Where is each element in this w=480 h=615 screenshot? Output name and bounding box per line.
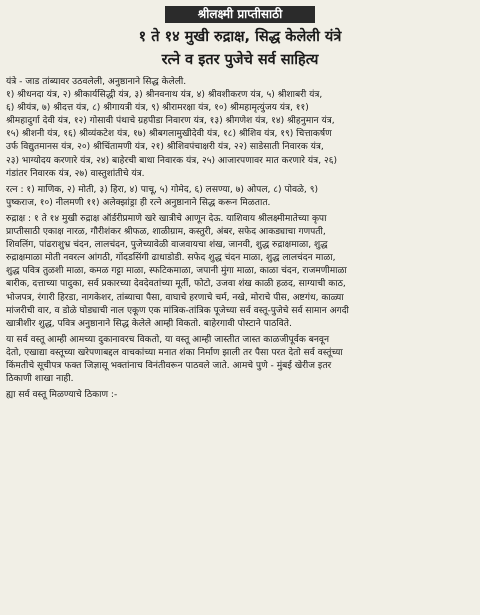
rudraksha-line: शुद्ध पवित्र तुळशी माळा, कमळ गट्टा माळा, स्फटिकमाळा, जपानी मुंगा माळा, काळा चंदन, राजमणीमाळा bbox=[6, 266, 347, 277]
notice-section bbox=[6, 334, 474, 386]
yantra-section bbox=[6, 76, 474, 181]
rudraksha-line: खात्रीशीर शुद्ध, पवित्र अनुष्ठानाने सिद्ध केलेले आम्ही विकतो. बाहेरगावी पोस्टाने पाठविते. bbox=[6, 318, 292, 329]
header-badge: श्रीलक्ष्मी प्राप्तीसाठी bbox=[165, 6, 315, 23]
rudraksha-section bbox=[6, 213, 474, 331]
yantra-line: १५) श्रीशनी यंत्र, १६) श्रीव्यंकटेश यंत्र, १७) श्रीबगलामुखीदेवी यंत्र, १८) श्रीशिव यंत्र, १९) चित्ताकर्षण bbox=[6, 129, 332, 140]
footer-text: ह्या सर्व वस्तू मिळण्याचे ठिकाण :- bbox=[6, 390, 118, 401]
title-line-1: १ ते १४ मुखी रुद्राक्ष, सिद्ध केलेली यंत्रे bbox=[138, 29, 342, 45]
ratna-section bbox=[6, 184, 474, 210]
notice-line: ठिकाणी शाखा नाही. bbox=[6, 374, 74, 385]
ratna-line: पुष्कराज, १०) नीलमणी ११) अलेक्झांड्रा ही रत्ने अनुष्ठानाने सिद्ध करून मिळतात. bbox=[6, 197, 271, 208]
notice-line: किंमतीचे सूचीपत्र फक्त जिज्ञासू भक्तांनाच विनंतीवरून पाठवले जाते. आमचे पुणे - मुंबई खेरीज इतर bbox=[6, 360, 332, 371]
notice-line: या सर्व वस्तू आम्ही आमच्या दुकानावरच विकतो, या वस्तू आम्ही जास्तीत जास्त काळजीपूर्वक बनवून bbox=[6, 334, 330, 345]
yantra-line: गंडांतर निवारक यंत्र, २७) वास्तुशांतीचे यंत्र. bbox=[6, 168, 145, 179]
rudraksha-line: प्राप्तीसाठी एकाक्ष नारळ, गौरीशंकर श्रीफळ, शाळीग्राम, कस्तुरी, अंबर, सफेद आकड्याचा गणपती, bbox=[6, 227, 326, 238]
rudraksha-line: रुद्राक्ष : १ ते १४ मुखी रुद्राक्ष ऑर्डरीप्रमाणे खरे खात्रीचे आणून देऊ. याशिवाय श्रीलक्ष्मीमातेच्या कृपा bbox=[6, 213, 327, 224]
yantra-line: २३) भाग्योदय करणारे यंत्र, २४) बाहेरची बाधा निवारक यंत्र, २५) आजारपणावर मात करणारे यंत्र, २६) bbox=[6, 155, 337, 166]
footer-section bbox=[6, 389, 474, 402]
notice-line: देतो, एखाद्या वस्तूच्या खरेपणाबद्दल वाचकांच्या मनात शंका निर्माण झाली तर पैसा परत देतो सर्व वस्तूंच्या bbox=[6, 347, 343, 358]
rudraksha-line: भोजपत्र, रंगारी हिरडा, नागकेशर, तांब्याचा पैसा, वाघाचे हरणाचे चर्म, नखे, मोराचे पीस, अष्टगंध, काळ्या bbox=[6, 292, 344, 303]
ratna-line: रत्न : १) माणिक, २) मोती, ३) हिरा, ४) पाचू, ५) गोमेद, ६) लसण्या, ७) ओपल, ८) पोवळे, ९) bbox=[6, 184, 318, 195]
rudraksha-line: मांजरीची वार, व डोळे घोड्याची नाल एकूण एक मांत्रिक-तांत्रिक पूजेच्या सर्व वस्तू-पुजेचे सर्व सामान अगदी bbox=[6, 305, 349, 316]
yantra-line: उर्फ विद्युतमानस यंत्र, २०) श्रीचिंतामणी यंत्र, २१) श्रीशिवपंचाक्षरी यंत्र, २२) साडेसाती निवारक यंत्र, bbox=[6, 142, 324, 153]
rudraksha-line: शिवलिंग, पांढराशुभ्र चंदन, लालचंदन, पुजेच्यावेळी वाजवायचा शंख, जानवी, शुद्ध रुद्राक्षमाळा, शुद्ध bbox=[6, 240, 328, 251]
rudraksha-line: रुद्राक्षमाळा मोती नवरत्न आंगठी, गोंदडसिंगी ढाधाडोडी. सफेद शुद्ध चंदन माळा, शुद्ध लालचंदन माळा, bbox=[6, 253, 336, 264]
title-line-2: रत्ने व इतर पुजेचे सर्व साहित्य bbox=[161, 52, 319, 68]
yantra-line: श्रीमहादुर्गा देवी यंत्र, १२) गोसावी पंथाचे ग्रहपीडा निवारण यंत्र, १३) श्रीगणेश यंत्र, १४) श्रीहनुमान यंत्र, bbox=[6, 116, 335, 127]
yantra-line: यंत्रे - जाड तांब्यावर उठवलेली, अनुष्ठानाने सिद्ध केलेली. bbox=[6, 77, 187, 87]
yantra-line: १) श्रीधनदा यंत्र, २) श्रीकार्यसिद्धी यंत्र, ३) श्रीनवनाथ यंत्र, ४) श्रीवशीकरण यंत्र, ५) श्रीशाबरी यंत्र, bbox=[6, 90, 323, 101]
yantra-line: ६) श्रीयंत्र, ७) श्रीदत्त यंत्र, ८) श्रीगायत्री यंत्र, ९) श्रीरामरक्षा यंत्र, १०) श्रीमहामृत्युंजय यंत्र, ११) bbox=[6, 103, 309, 114]
rudraksha-line: बारीक, दत्ताच्या पादुका, सर्व प्रकारच्या देवदेवतांच्या मूर्ती, फोटो, उजवा शंख काळी हळद, साग्याची काठ, bbox=[6, 279, 346, 290]
